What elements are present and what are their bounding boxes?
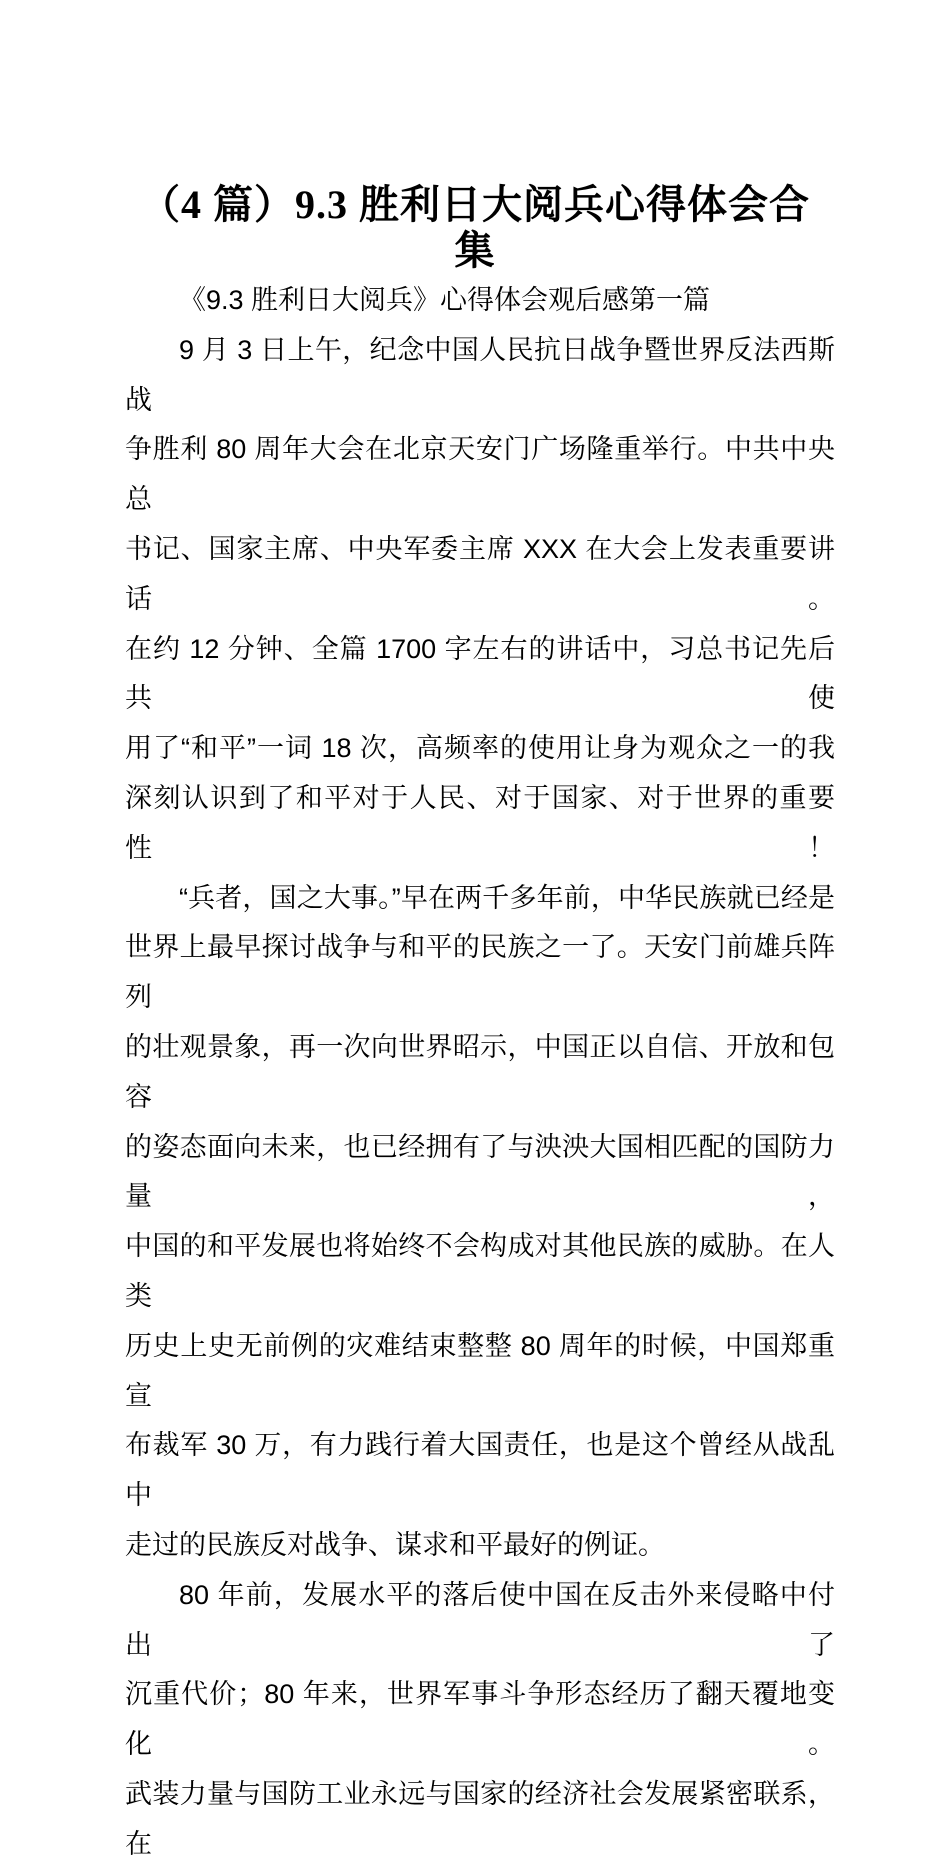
text-line: “兵者，国之大事。”早在两千多年前，中华民族就已经是: [179, 882, 835, 913]
title-line: （4 篇）9.3 胜利日大阅兵心得体会合: [140, 182, 810, 227]
text-line: 80 年前，发展水平的落后使中国在反击外来侵略中付出了: [125, 1579, 835, 1660]
text-line: 走过的民族反对战争、谋求和平最好的例证。: [125, 1529, 665, 1560]
text-line: 布裁军 30 万，有力践行着大国责任，也是这个曾经从战乱中: [125, 1430, 835, 1511]
text-line: 历史上史无前例的灾难结束整整 80 周年的时候，中国郑重宣: [125, 1330, 835, 1411]
text-line: 《9.3 胜利日大阅兵》心得体会观后感第一篇: [179, 285, 711, 315]
text-line: 深刻认识到了和平对于人民、对于国家、对于世界的重要性！: [125, 782, 835, 863]
text-line: 中国的和平发展也将始终不会构成对其他民族的威胁。在人类: [125, 1231, 835, 1311]
text-line: 的姿态面向未来，也已经拥有了与泱泱大国相匹配的国防力量，: [125, 1131, 835, 1212]
text-line: 武装力量与国防工业永远与国家的经济社会发展紧密联系，在: [125, 1778, 835, 1859]
text-line: 9 月 3 日上午，纪念中国人民抗日战争暨世界反法西斯战: [125, 334, 835, 415]
document-body: [125, 276, 835, 1870]
document-title: [118, 182, 832, 274]
text-line: 争胜利 80 周年大会在北京天安门广场隆重举行。中共中央总: [125, 434, 835, 515]
text-line: 世界上最早探讨战争与和平的民族之一了。天安门前雄兵阵列: [125, 932, 835, 1013]
text-line: 书记、国家主席、中央军委主席 XXX 在大会上发表重要讲话。: [125, 533, 835, 614]
title-line: 集: [454, 228, 496, 273]
text-line: 在约 12 分钟、全篇 1700 字左右的讲话中，习总书记先后共使: [125, 633, 835, 714]
text-line: 的壮观景象，再一次向世界昭示，中国正以自信、开放和包容: [125, 1031, 835, 1112]
document-page: [0, 182, 950, 1859]
text-line: 用了“和平”一词 18 次，高频率的使用让身为观众之一的我: [125, 733, 835, 764]
text-line: 沉重代价；80 年来，世界军事斗争形态经历了翻天覆地变化。: [125, 1679, 835, 1760]
